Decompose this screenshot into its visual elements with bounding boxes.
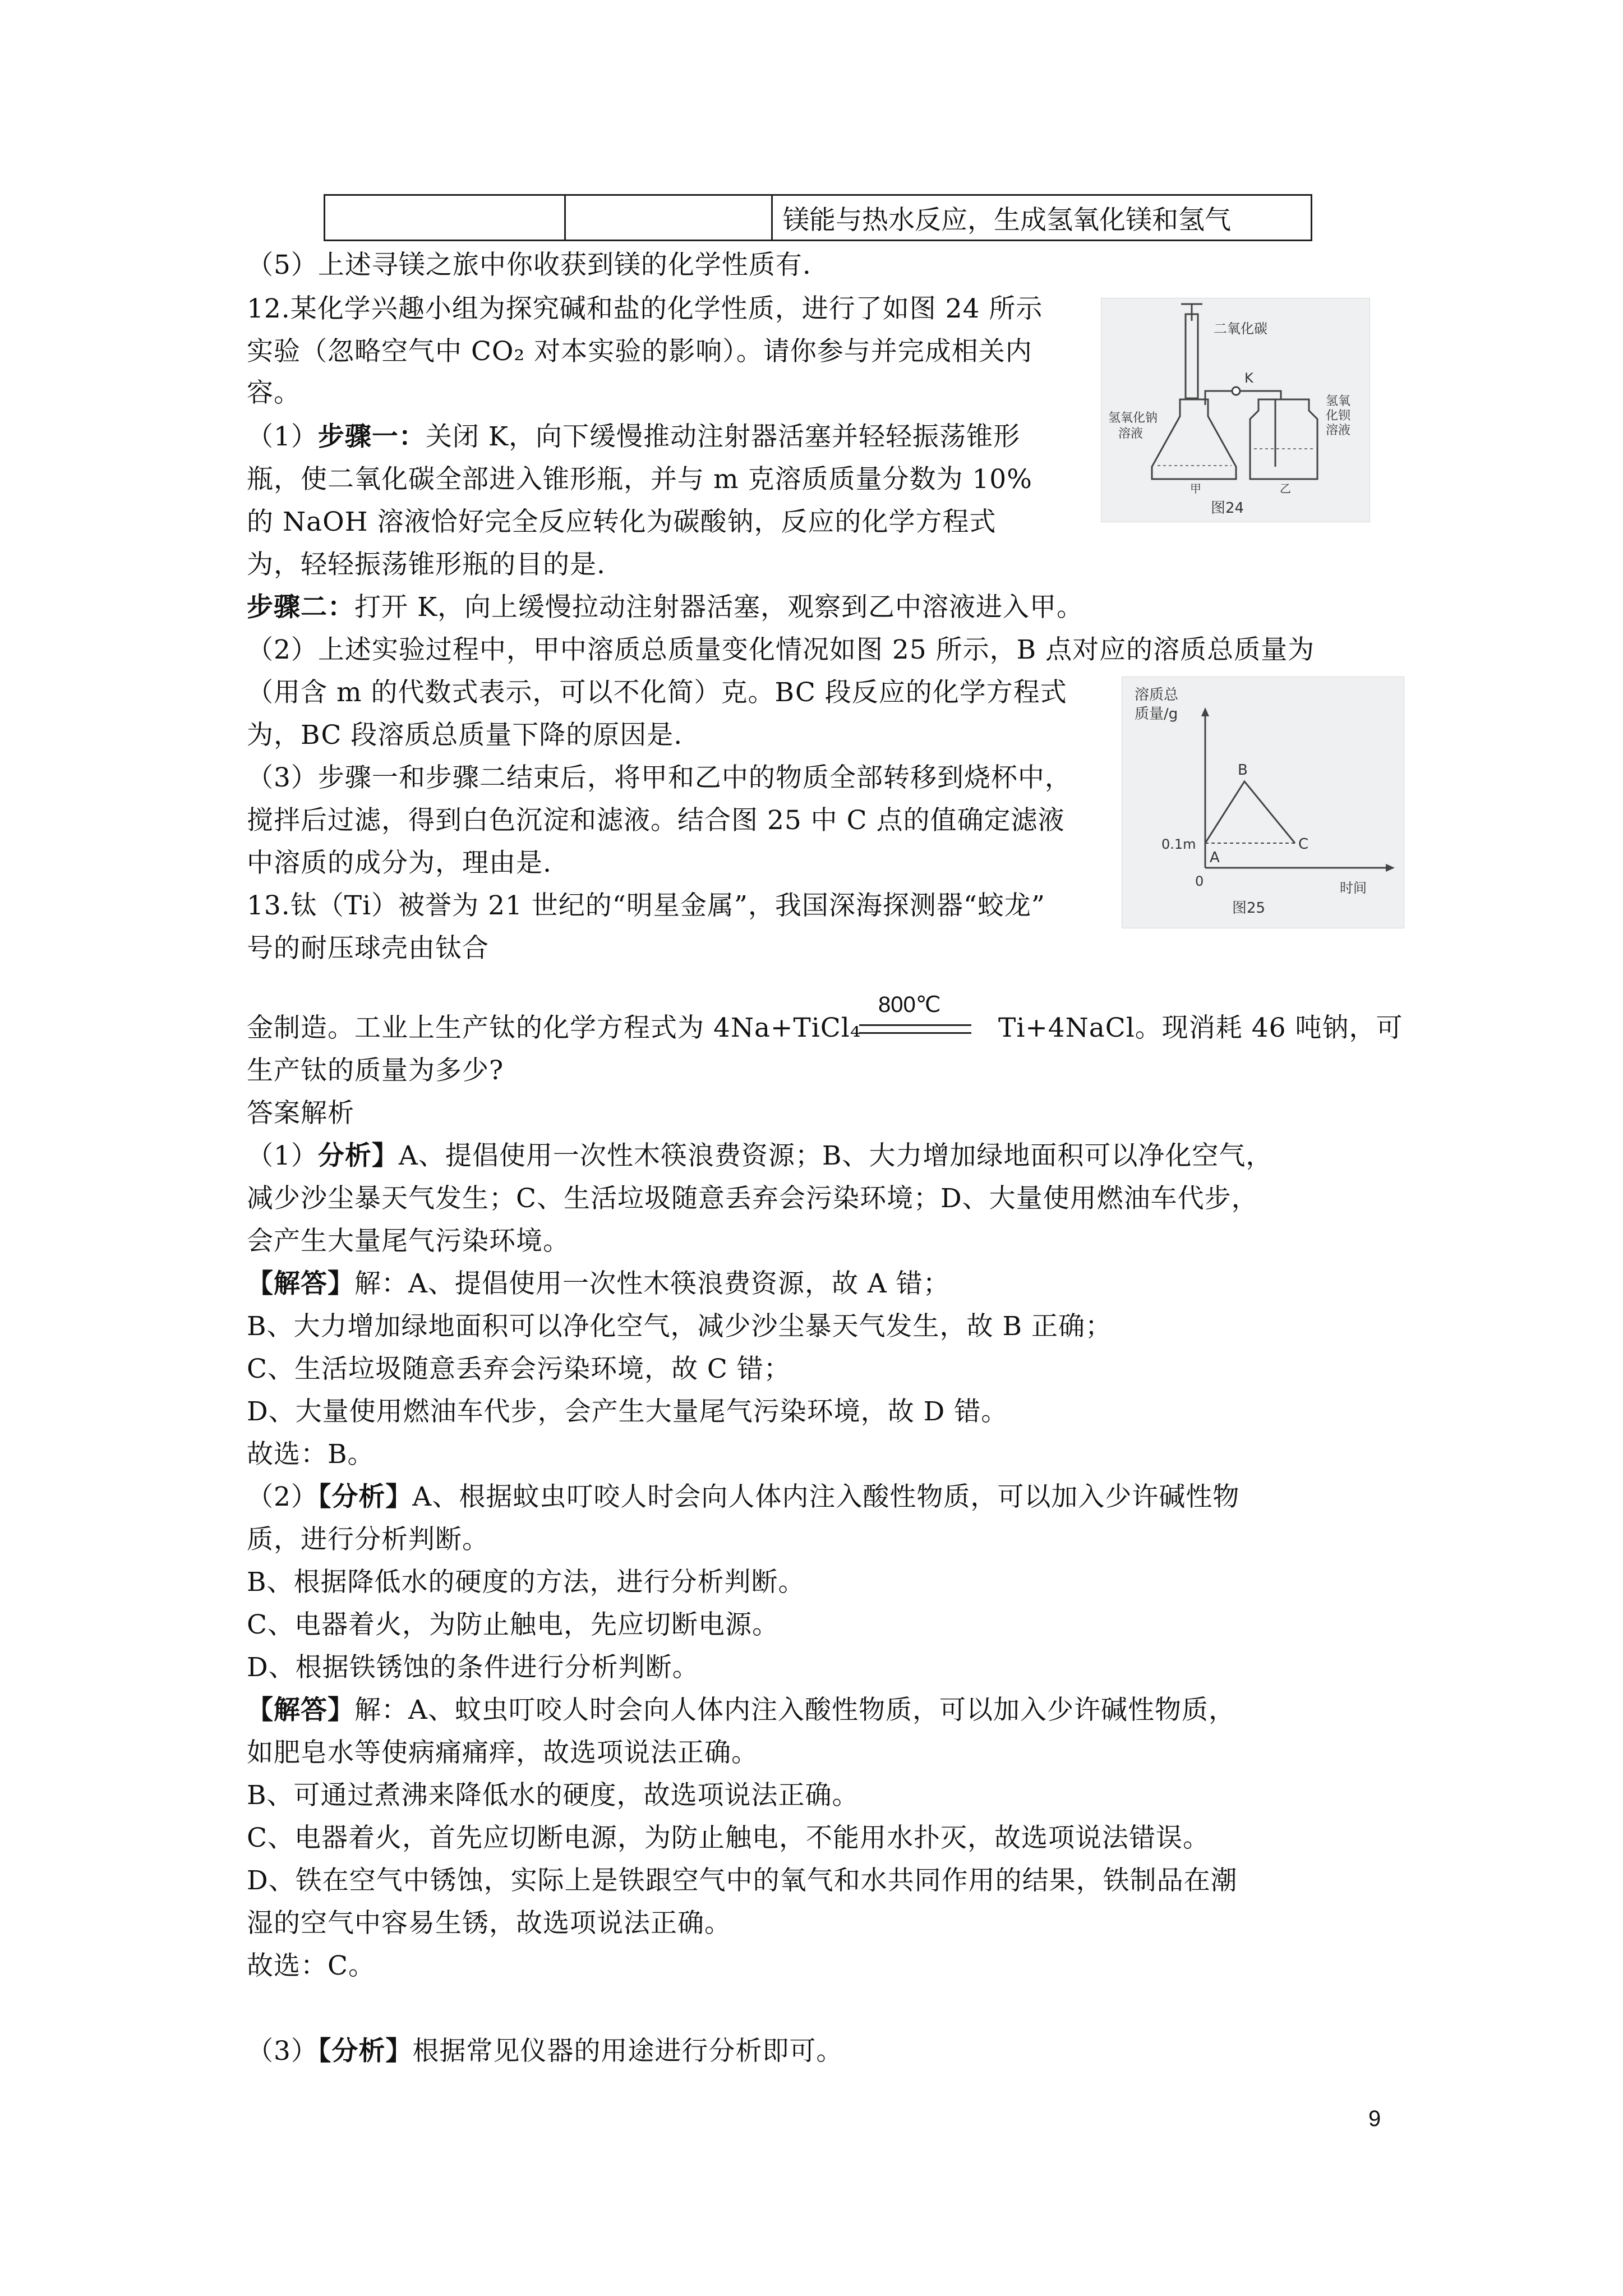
table-cell xyxy=(565,195,772,241)
table-row xyxy=(325,195,1312,241)
text-line: C、电器着火，首先应切断电源，为防止触电，不能用水扑灭，故选项说法错误。 xyxy=(247,1823,1210,1853)
x-axis-label: 时间 xyxy=(1340,880,1367,896)
text-line xyxy=(247,1692,1235,1729)
text-line xyxy=(247,1479,1239,1516)
label-solution: 溶液 xyxy=(1118,427,1144,441)
text-line: 瓶，使二氧化碳全部进入锥形瓶，并与 m 克溶质质量分数为 10% xyxy=(247,464,1032,495)
text-line: 号的耐压球壳由钛合 xyxy=(247,933,489,964)
text-line: 故选：C。 xyxy=(247,1950,375,1981)
answer-label: 【解答】 xyxy=(247,1695,354,1726)
text-line: （2）上述实验过程中，甲中溶质总质量变化情况如图 25 所示，B 点对应的溶质总质量为 xyxy=(247,634,1315,665)
text-line: D、根据铁锈蚀的条件进行分析判断。 xyxy=(247,1652,699,1683)
point-a-label: A xyxy=(1210,849,1220,866)
label-k: K xyxy=(1244,370,1253,386)
text-line: （用含 m 的代数式表示，可以不化简）克。BC 段反应的化学方程式 xyxy=(247,677,1067,708)
text-line xyxy=(247,2033,843,2070)
step-one-label: 步骤一： xyxy=(317,421,426,452)
text-line: 为，BC 段溶质总质量下降的原因是. xyxy=(247,720,683,751)
text-line xyxy=(247,589,1083,626)
text-line xyxy=(247,418,1020,455)
step-two-label: 步骤二： xyxy=(247,592,354,623)
label-yi: 乙 xyxy=(1280,482,1291,495)
page-number: 9 xyxy=(1368,2106,1381,2131)
text-line: 减少沙尘暴天气发生；C、生活垃圾随意丢弃会污染环境；D、大量使用燃油车代步， xyxy=(247,1183,1258,1214)
text-line: 13.钛（Ti）被誉为 21 世纪的“明星金属”，我国深海探测器“蛟龙” xyxy=(247,890,1045,921)
text-span: 解：A、蚊虫叮咬人时会向人体内注入酸性物质，可以加入少许碱性物质， xyxy=(354,1695,1235,1726)
text-line: 容。 xyxy=(247,378,301,408)
text-line: 中溶质的成分为，理由是. xyxy=(247,848,552,878)
label: （1） xyxy=(247,421,318,452)
point-c-label: C xyxy=(1298,836,1309,853)
figure-25 xyxy=(1122,677,1404,928)
origin-label: 0 xyxy=(1195,873,1204,889)
text-line: 的 NaOH 溶液恰好完全反应转化为碳酸钠，反应的化学方程式 xyxy=(247,507,997,537)
table-cell: 镁能与热水反应，生成氢氧化镁和氢气 xyxy=(772,195,1312,241)
label: （3） xyxy=(247,2036,318,2067)
text-line: 质，进行分析判断。 xyxy=(247,1524,489,1555)
text-line: 故选：B。 xyxy=(247,1439,375,1470)
figure-caption: 图25 xyxy=(1232,900,1266,917)
text-line: C、生活垃圾随意丢弃会污染环境，故 C 错； xyxy=(247,1354,791,1384)
text-line: B、可通过煮沸来降低水的硬度，故选项说法正确。 xyxy=(247,1780,859,1811)
text-line: 实验（忽略空气中 CO₂ 对本实验的影响）。请你参与并完成相关内 xyxy=(247,336,1032,367)
text-line: 为，轻轻振荡锥形瓶的目的是. xyxy=(247,549,606,580)
analysis-label: 分析】 xyxy=(317,1140,399,1171)
label: （2） xyxy=(247,1481,318,1512)
text-span: 解：A、提倡使用一次性木筷浪费资源，故 A 错； xyxy=(354,1268,950,1299)
text-line: B、大力增加绿地面积可以净化空气，减少沙尘暴天气发生，故 B 正确； xyxy=(247,1311,1112,1342)
text-line: 搅拌后过滤，得到白色沉淀和滤液。结合图 25 中 C 点的值确定滤液 xyxy=(247,805,1065,836)
text-span: 打开 K，向上缓慢拉动注射器活塞，观察到乙中溶液进入甲。 xyxy=(354,592,1084,623)
text-line: 会产生大量尾气污染环境。 xyxy=(247,1226,570,1257)
text-line: （3）步骤一和步骤二结束后，将甲和乙中的物质全部转移到烧杯中， xyxy=(247,762,1072,793)
label-jia: 甲 xyxy=(1190,482,1201,495)
text-line: （5）上述寻镁之旅中你收获到镁的化学性质有. xyxy=(247,250,811,280)
point-b-label: B xyxy=(1238,762,1248,779)
mass-graph xyxy=(1122,677,1404,928)
text-line: Ti+4NaCl。现消耗 46 吨钠，可 xyxy=(998,1013,1403,1043)
equation-bar xyxy=(859,1024,971,1026)
text-line xyxy=(247,1266,950,1303)
text-line: 湿的空气中容易生锈，故选项说法正确。 xyxy=(247,1908,731,1939)
text-line: D、铁在空气中锈蚀，实际上是铁跟空气中的氧气和水共同作用的结果，铁制品在潮 xyxy=(247,1865,1238,1896)
label-baoh-2: 化钡 xyxy=(1326,409,1351,423)
tick-label: 0.1m xyxy=(1161,836,1196,852)
analysis-label: 【分析】 xyxy=(317,1481,413,1512)
text-line: 如肥皂水等使病痛痛痒，故选项说法正确。 xyxy=(247,1737,758,1768)
text-line xyxy=(247,1138,1272,1175)
data-table xyxy=(324,194,1312,241)
label-co2: 二氧化碳 xyxy=(1214,321,1267,337)
y-axis-label-1: 溶质总 xyxy=(1135,687,1179,703)
text-span: A、提倡使用一次性木筷浪费资源；B、大力增加绿地面积可以净化空气， xyxy=(398,1140,1273,1171)
apparatus-drawing xyxy=(1101,298,1370,522)
text-line: B、根据降低水的硬度的方法，进行分析判断。 xyxy=(247,1567,805,1598)
figure-24 xyxy=(1101,298,1370,522)
label: （1） xyxy=(247,1140,318,1171)
reaction-condition: 800℃ xyxy=(878,992,941,1017)
table-cell xyxy=(325,195,565,241)
text-line: C、电器着火，为防止触电，先应切断电源。 xyxy=(247,1609,779,1640)
answer-label: 【解答】 xyxy=(247,1268,354,1299)
label-naoh: 氢氧化钠 xyxy=(1108,411,1158,425)
text-line: D、大量使用燃油车代步，会产生大量尾气污染环境，故 D 错。 xyxy=(247,1396,1008,1427)
text-span: 关闭 K，向下缓慢推动注射器活塞并轻轻振荡锥形 xyxy=(425,421,1020,452)
text-line: 金制造。工业上生产钛的化学方程式为 4Na+TiCl₄ xyxy=(247,1013,861,1043)
label-baoh-1: 氢氧 xyxy=(1326,394,1351,408)
figure-caption: 图24 xyxy=(1211,500,1244,517)
y-axis-label-2: 质量/g xyxy=(1135,706,1178,723)
text-line: 12.某化学兴趣小组为探究碱和盐的化学性质，进行了如图 24 所示 xyxy=(247,293,1043,324)
label-baoh-3: 溶液 xyxy=(1326,424,1351,438)
analysis-label: 【分析】 xyxy=(317,2036,413,2067)
text-span: A、根据蚊虫叮咬人时会向人体内注入酸性物质，可以加入少许碱性物 xyxy=(412,1481,1240,1512)
equation-bar xyxy=(859,1032,971,1034)
section-heading: 答案解析 xyxy=(247,1098,354,1129)
text-line: 生产钛的质量为多少? xyxy=(247,1055,504,1086)
text-span: 根据常见仪器的用途进行分析即可。 xyxy=(412,2036,843,2067)
